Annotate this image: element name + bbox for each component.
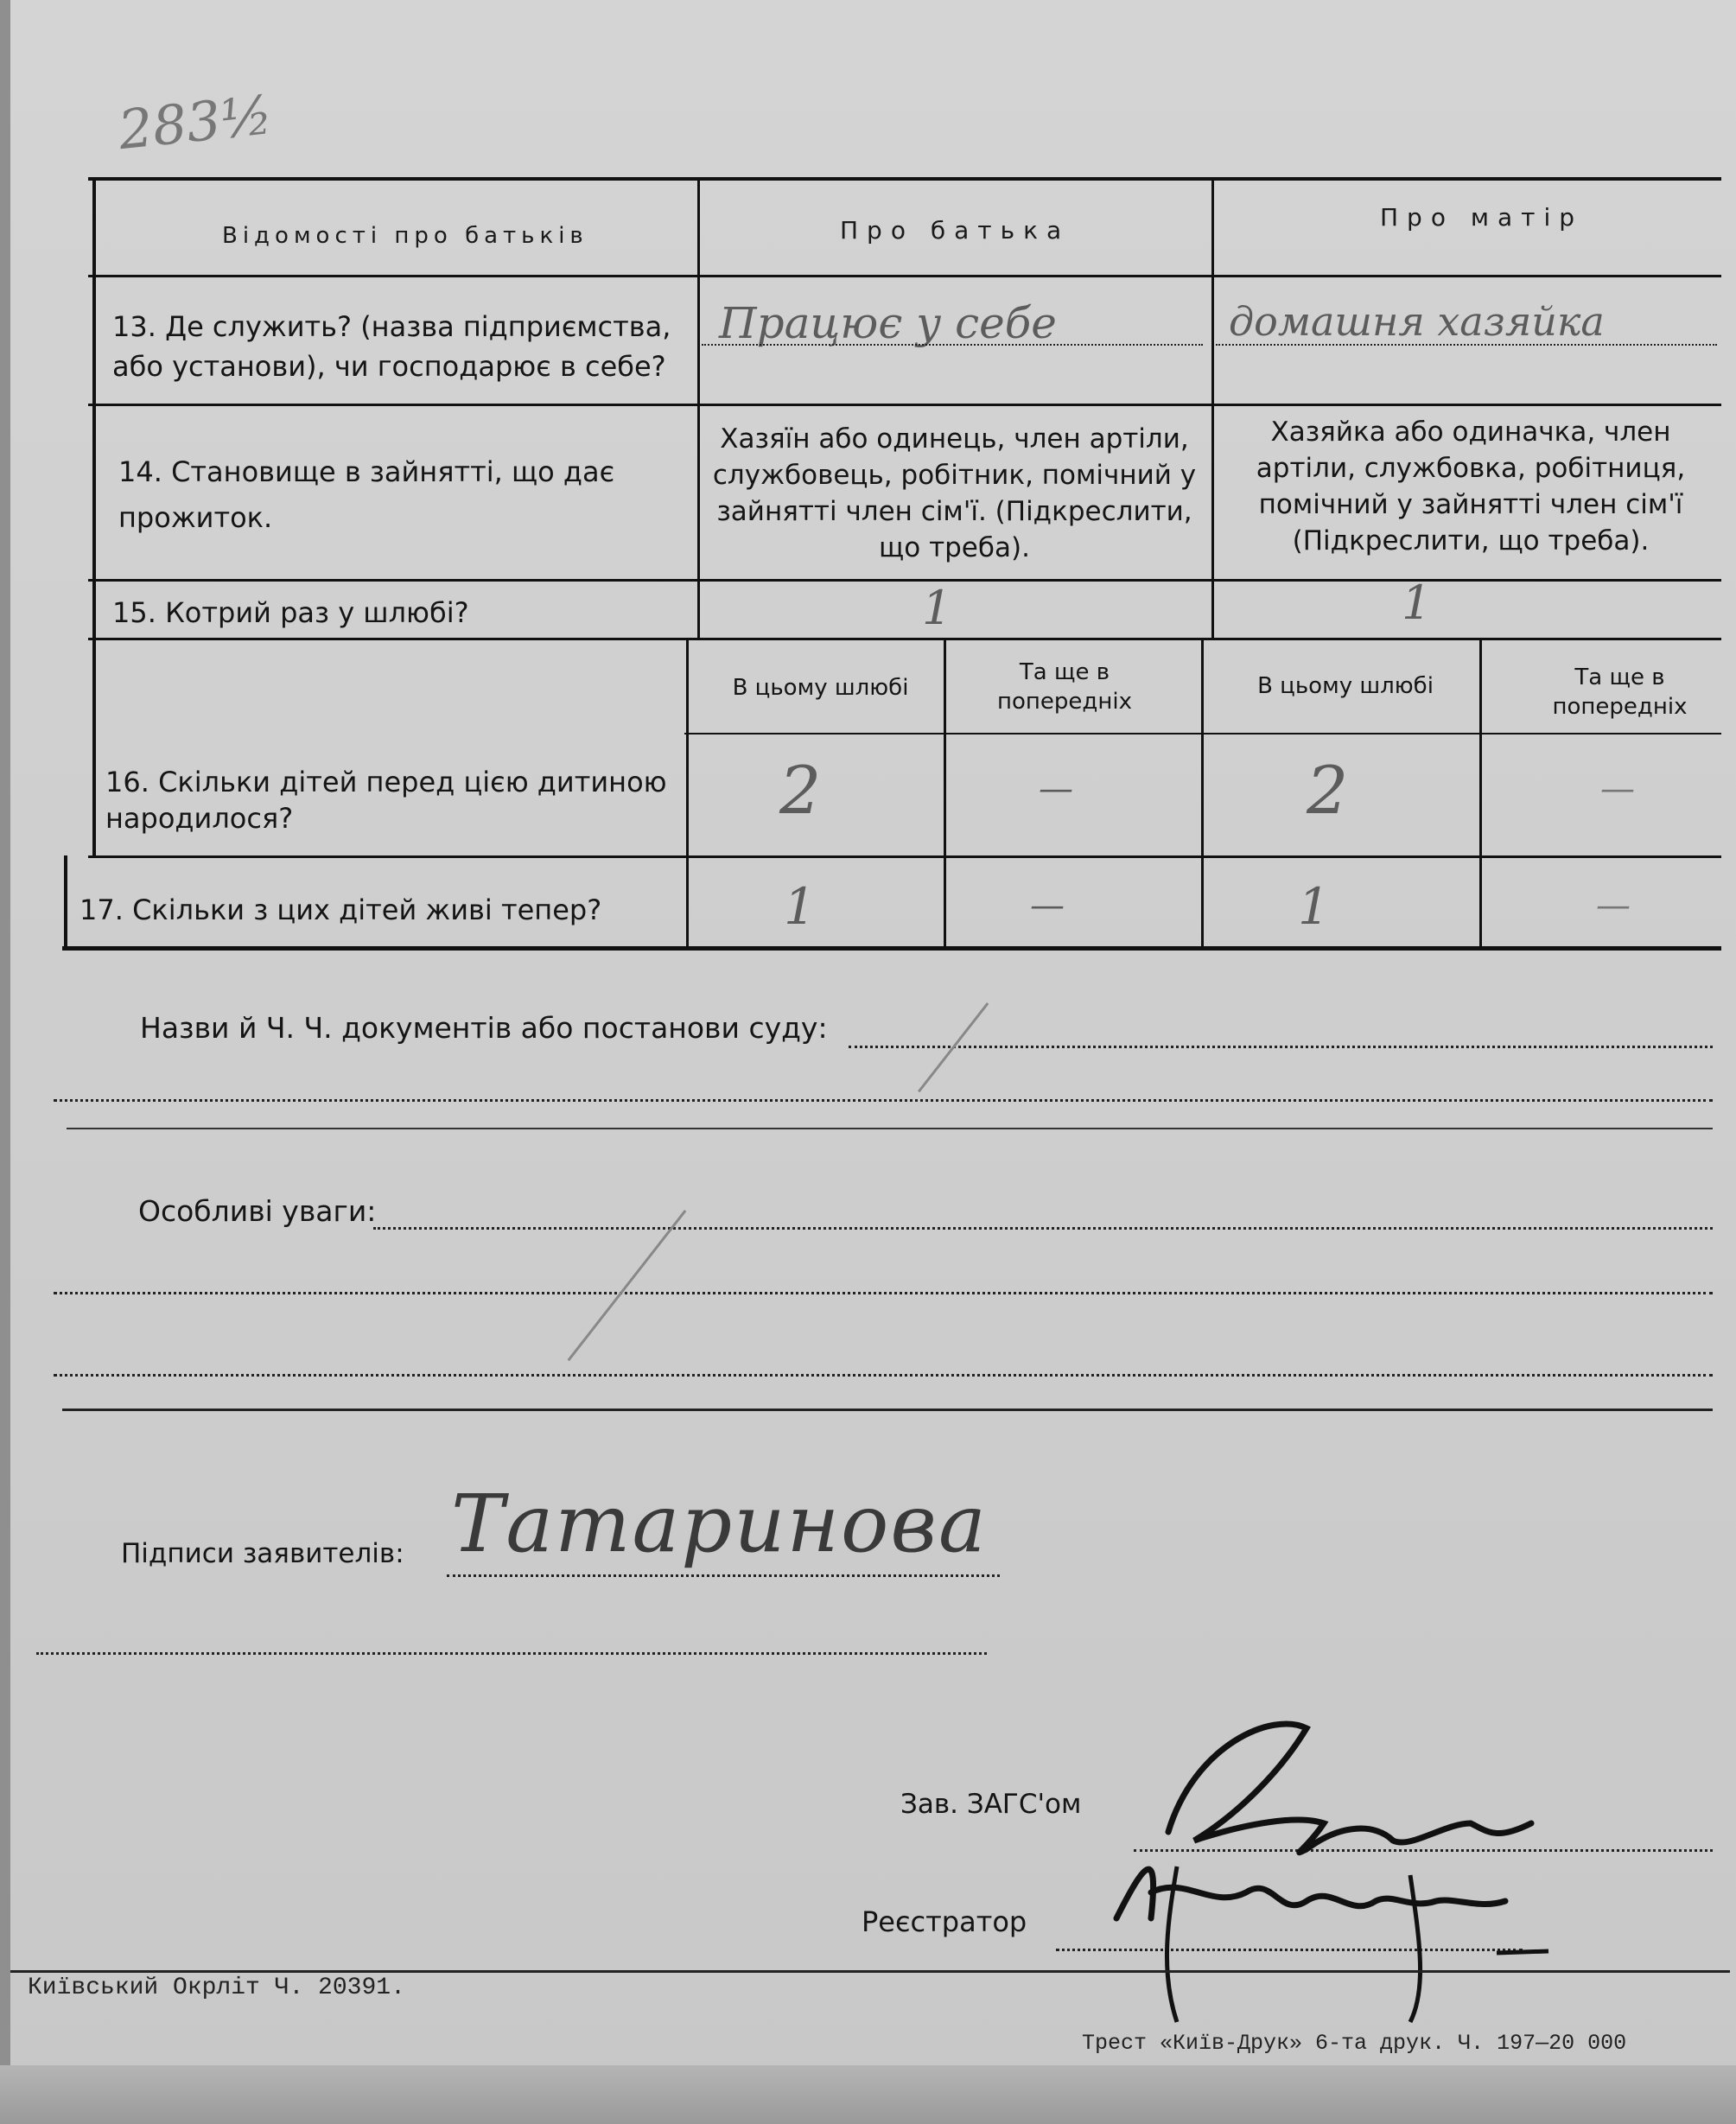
subheader-mother-prev: Та ще в попередніх [1552,665,1688,720]
torn-bottom-edge [0,2065,1736,2124]
answer-17-mother-this: 1 [1298,877,1330,936]
subheader-mother-this: В цьому шлюбі [1257,673,1434,699]
options-14-mother: Хазяйка або одиначка, член артіли, службовка, робітниця, помічний у зайнятті член сім'ї (Підкреслити, що треба). [1256,417,1686,556]
answer-13-father: Працює у себе [719,298,1057,348]
applicant-signature: Татаринова [451,1478,988,1570]
answer-16-father-this: 2 [779,752,822,829]
answer-15-mother: 1 [1402,576,1432,630]
footer-printer-left: Київський Окрліт Ч. 20391. [28,1975,405,2001]
head-label: Зав. ЗАГС'ом [900,1789,1082,1820]
question-15: 15. Котрий раз у шлюбі? [112,596,469,629]
answer-16-father-prev: — [1039,769,1073,809]
answer-16-mother-this: 2 [1307,752,1349,829]
sheet-number: 283½ [115,82,276,162]
answer-15-father: 1 [922,581,952,635]
header-mother: Про матір [1380,203,1584,232]
subheader-father-prev: Та ще в попередніх [997,659,1132,715]
answer-17-father-this: 1 [784,877,816,936]
question-14: 14. Становище в зайнятті, що дає прожиток. [118,455,615,534]
question-16: 16. Скільки дітей перед цією дитиною народилося? [105,766,667,835]
answer-17-mother-prev: — [1596,886,1631,925]
form-page [10,0,1736,2124]
documents-label: Назви й Ч. Ч. документів або постанови суду: [140,1011,828,1045]
footer-printer-right: Трест «Київ-Друк» 6-та друк. Ч. 197—20 000 [1082,2031,1627,2056]
crossed-out-stroke [568,1210,687,1361]
subheader-father-this: В цьому шлюбі [732,675,909,701]
answer-16-mother-prev: — [1600,769,1635,809]
header-father: Про батька [840,216,1071,245]
answer-13-mother: домашня хазяйка [1229,298,1605,345]
registrar-label: Реєстратор [862,1905,1027,1938]
remarks-label: Особливі уваги: [138,1194,377,1228]
header-info: Відомості про батьків [222,223,588,249]
head-signature [1047,1694,1600,2039]
answer-17-father-prev: — [1030,886,1065,925]
question-13: 13. Де служить? (назва підприємства, або установи), чи господарює в себе? [112,310,671,384]
question-17: 17. Скільки з цих дітей живі тепер? [79,893,602,926]
options-14-father: Хазяїн або одинець, член артіли, службовець, робітник, помічний у зайнятті член сім'ї. (Підкреслити, що треба). [712,423,1197,563]
signatures-label: Підписи заявителів: [121,1538,404,1569]
